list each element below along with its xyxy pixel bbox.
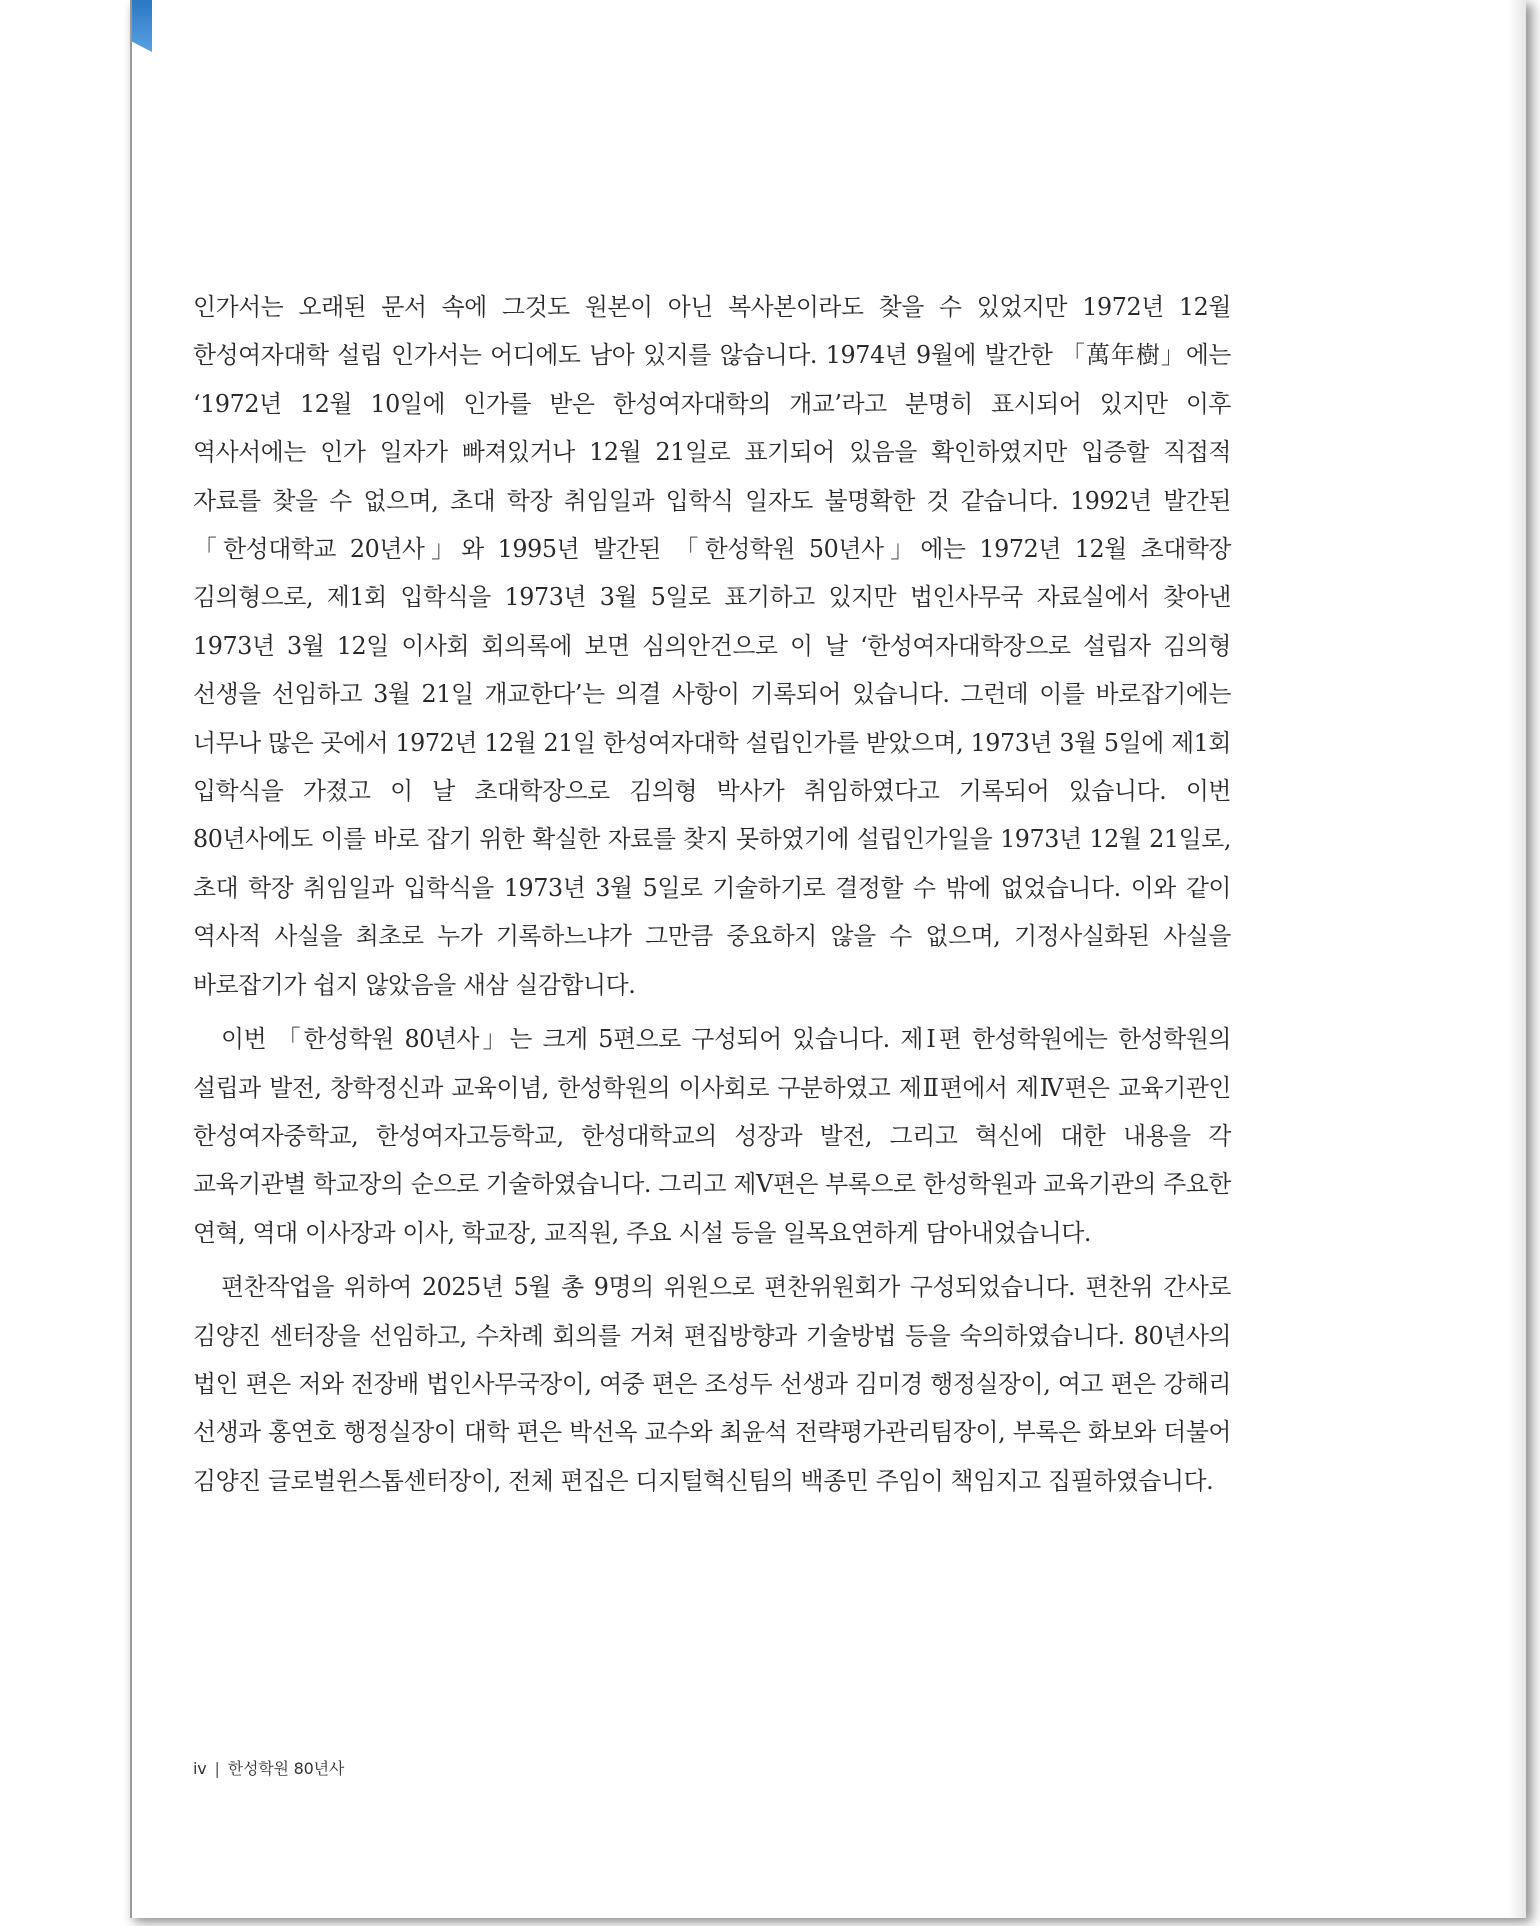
page-number: iv	[193, 1759, 207, 1778]
footer-separator: |	[214, 1759, 220, 1778]
paragraph-2: 이번 「한성학원 80년사」는 크게 5편으로 구성되어 있습니다. 제Ⅰ편 한성학원에는 한성학원의 설립과 발전, 창학정신과 교육이념, 한성학원의 이사회로 구분하였고 제Ⅱ편에서 제Ⅳ편은 교육기관인 한성여자중학교, 한성여자고등학교, 한성대학교의 성장과 발전, 그리고 혁신에 대한 내용을 각 교육기관별 학교장의 순으로 기술하였습니다. 그리고 제Ⅴ편은 부록으로 한성학원과 교육기관의 주요한 연혁, 역대 이사장과 이사, 학교장, 교직원, 주요 시설 등을 일목요연하게 담아내었습니다.	[193, 1025, 1231, 1247]
corner-tab-accent	[132, 0, 152, 52]
paragraph-3: 편찬작업을 위하여 2025년 5월 총 9명의 위원으로 편찬위원회가 구성되었습니다. 편찬위 간사로 김양진 센터장을 선임하고, 수차례 회의를 거쳐 편집방향과 기술방법 등을 숙의하였습니다. 80년사의 법인 편은 저와 전장배 법인사무국장이, 여중 편은 조성두 선생과 김미경 행정실장이, 여고 편은 강해리 선생과 홍연호 행정실장이 대학 편은 박선옥 교수와 최윤석 전략평가관리팀장이, 부록은 화보와 더불어 김양진 글로벌윈스톱센터장이, 전체 편집은 디지털혁신팀의 백종민 주임이 책임지고 집필하였습니다.	[193, 1273, 1231, 1495]
book-title: 한성학원 80년사	[227, 1759, 345, 1778]
page-edge-shade	[1508, 0, 1526, 1918]
body-text	[193, 283, 1231, 1511]
page-footer	[193, 1756, 344, 1779]
paragraph-1: 인가서는 오래된 문서 속에 그것도 원본이 아닌 복사본이라도 찾을 수 있었지만 1972년 12월 한성여자대학 설립 인가서는 어디에도 남아 있지를 않습니다. 1974년 9월에 발간한 「萬年樹」에는 ‘1972년 12월 10일에 인가를 받은 한성여자대학의 개교’라고 분명히 표시되어 있지만 이후 역사서에는 인가 일자가 빠져있거나 12월 21일로 표기되어 있음을 확인하였지만 입증할 직접적 자료를 찾을 수 없으며, 초대 학장 취임일과 입학식 일자도 불명확한 것 같습니다. 1992년 발간된 「한성대학교 20년사」와 1995년 발간된 「한성학원 50년사」에는 1972년 12월 초대학장 김의형으로, 제1회 입학식을 1973년 3월 5일로 표기하고 있지만 법인사무국 자료실에서 찾아낸 1973년 3월 12일 이사회 회의록에 보면 심의안건으로 이 날 ‘한성여자대학장으로 설립자 김의형 선생을 선임하고 3월 21일 개교한다’는 의결 사항이 기록되어 있습니다. 그런데 이를 바로잡기에는 너무나 많은 곳에서 1972년 12월 21일 한성여자대학 설립인가를 받았으며, 1973년 3월 5일에 제1회 입학식을 가졌고 이 날 초대학장으로 김의형 박사가 취임하였다고 기록되어 있습니다. 이번 80년사에도 이를 바로 잡기 위한 확실한 자료를 찾지 못하였기에 설립인가일을 1973년 12월 21일로, 초대 학장 취임일과 입학식을 1973년 3월 5일로 기술하기로 결정할 수 밖에 없었습니다. 이와 같이 역사적 사실을 최초로 누가 기록하느냐가 그만큼 중요하지 않을 수 없으며, 기정사실화된 사실을 바로잡기가 쉽지 않았음을 새삼 실감합니다.	[193, 293, 1231, 999]
